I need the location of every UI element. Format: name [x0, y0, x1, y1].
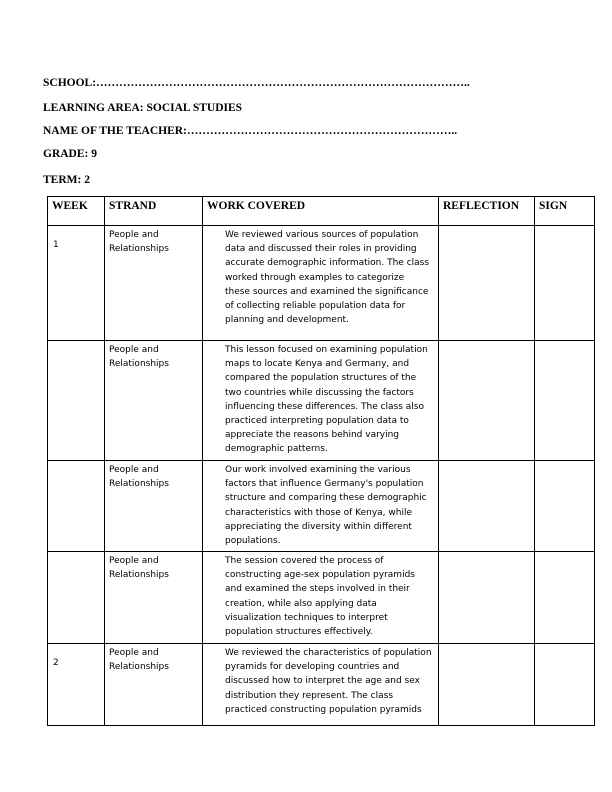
table-row	[48, 461, 595, 552]
work-covered-cell: We reviewed the characteristics of population pyramids for developing countries and discussed how to interpret the age and sex distribution they represent. The class practiced constructing population pyramids	[203, 644, 439, 726]
week-cell	[48, 552, 105, 644]
strand-cell: People and Relationships	[105, 226, 203, 341]
sign-cell	[535, 461, 595, 552]
sign-cell	[535, 552, 595, 644]
reflection-cell	[439, 461, 535, 552]
learning-area-line: LEARNING AREA: SOCIAL STUDIES	[43, 102, 243, 114]
sign-cell	[535, 226, 595, 341]
week-cell: 1	[48, 226, 105, 341]
strand-cell: People and Relationships	[105, 552, 203, 644]
strand-cell: People and Relationships	[105, 644, 203, 726]
table-row	[48, 341, 595, 461]
work-covered-cell: We reviewed various sources of population data and discussed their roles in providing accurate demographic information. The class worked through examples to categorize these sources and examined the significance of collecting reliable population data for planning and development.	[203, 226, 439, 341]
week-column-header: WEEK	[48, 197, 105, 226]
strand-column-header: STRAND	[105, 197, 203, 226]
sign-cell	[535, 644, 595, 726]
table-row	[48, 644, 595, 726]
reflection-cell	[439, 644, 535, 726]
work-covered-cell: Our work involved examining the various factors that influence Germany's population structure and comparing these demographic characteristics with those of Kenya, while appreciating the diversity within different populations.	[203, 461, 439, 552]
teacher-name-line: NAME OF THE TEACHER:……………………………………………………………..	[43, 125, 458, 137]
week-cell: 2	[48, 644, 105, 726]
sign-cell	[535, 341, 595, 461]
table-row	[48, 226, 595, 341]
grade-line: GRADE: 9	[43, 148, 97, 160]
reflection-cell	[439, 226, 535, 341]
work-covered-cell: The session covered the process of constructing age-sex population pyramids and examined the steps involved in their creation, while also applying data visualization techniques to interpret population structures effectively.	[203, 552, 439, 644]
week-cell	[48, 341, 105, 461]
reflection-cell	[439, 341, 535, 461]
reflection-column-header: REFLECTION	[439, 197, 535, 226]
term-line: TERM: 2	[43, 174, 90, 186]
strand-cell: People and Relationships	[105, 341, 203, 461]
sign-column-header: SIGN	[535, 197, 595, 226]
work-covered-cell: This lesson focused on examining population maps to locate Kenya and Germany, and compared the population structures of the two countries while discussing the factors influencing these differences. The class also practiced interpreting population data to appreciate the reasons behind varying demographic patterns.	[203, 341, 439, 461]
school-line: SCHOOL:……………………………………………………………………………………..	[43, 77, 470, 89]
work-covered-table	[47, 196, 595, 726]
strand-cell: People and Relationships	[105, 461, 203, 552]
week-cell	[48, 461, 105, 552]
reflection-cell	[439, 552, 535, 644]
work-covered-column-header: WORK COVERED	[203, 197, 439, 226]
table-row	[48, 552, 595, 644]
table-header-row	[48, 197, 595, 226]
